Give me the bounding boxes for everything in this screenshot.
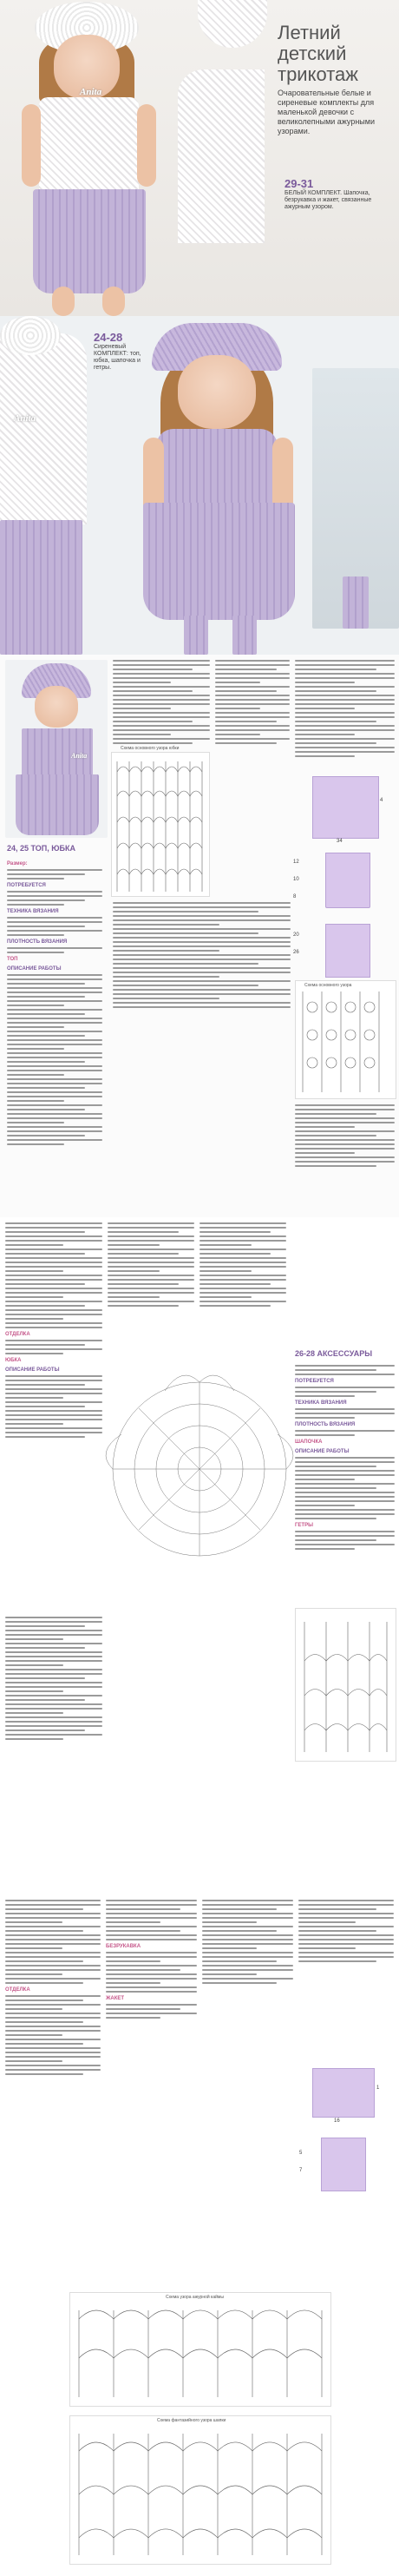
pattern-diagram <box>104 1339 295 1599</box>
section-header: ОПИСАНИЕ РАБОТЫ <box>295 1449 350 1454</box>
text-column-2 <box>106 1900 197 2021</box>
text-column-6 <box>295 1104 395 1169</box>
dimension-label: 26 <box>293 950 299 955</box>
dimension-label: 20 <box>293 932 299 938</box>
lace-border-chart <box>70 2293 330 2406</box>
section-header: БЕЗРУКАВКА <box>106 1944 141 1949</box>
text-column-4 <box>295 660 395 760</box>
caption-text: Сиреневый КОМПЛЕКТ: топ, юбка, шапочка и гетры. <box>94 344 141 371</box>
watermark: Anita <box>80 87 102 97</box>
section-header: ЖАКЕТ <box>106 1996 125 2001</box>
pattern-schematic-front <box>325 853 370 908</box>
section-header: ОТДЕЛКА <box>5 1987 30 1993</box>
section-header: ОПИСАНИЕ РАБОТЫ <box>7 966 62 972</box>
pattern-schematic-back <box>325 924 370 978</box>
section-header: ГЕТРЫ <box>295 1523 313 1528</box>
diagram-title: Схема узора ажурной каймы <box>166 2295 224 2300</box>
girl-leg <box>102 287 125 316</box>
caption-text: БЕЛЫЙ КОМПЛЕКТ. Шапочка, безрукавка и жакет, связанные ажурным узором. <box>285 190 372 210</box>
section-header: ПОТРЕБУЕТСЯ <box>7 883 46 888</box>
photo-page-white-set <box>0 0 399 316</box>
hat-pattern-chart <box>296 1609 396 1761</box>
diagram-title: Схема основного узора юбки <box>121 746 180 751</box>
section-header: ОПИСАНИЕ РАБОТЫ <box>5 1367 60 1373</box>
instructions-page-2 <box>0 1217 399 1894</box>
instructions-page-3 <box>0 1894 399 2576</box>
pattern-schematic-jacket <box>321 2138 366 2191</box>
main-pattern-chart <box>296 981 396 1098</box>
text-column-2 <box>108 1222 194 1309</box>
girl-arm <box>137 104 156 187</box>
dimension-label: 10 <box>293 877 299 882</box>
dimension-label: 7 <box>299 2168 303 2173</box>
accessories-title: 26-28 АКСЕССУАРЫ <box>295 1349 373 1358</box>
instructions-page-1 <box>0 655 399 1217</box>
girl-face <box>178 355 256 429</box>
text-column-4 <box>295 1365 395 1552</box>
lilac-skirt <box>0 520 82 655</box>
second-girl-jacket <box>178 69 265 243</box>
text-column-1 <box>5 1222 102 1440</box>
pattern-diagram <box>69 2292 331 2407</box>
girl-hat <box>0 316 61 355</box>
pattern-diagram <box>111 746 210 897</box>
dimension-label: 16 <box>334 2118 340 2124</box>
dimension-label: 1 <box>376 2085 380 2091</box>
hat-fantasy-pattern-chart <box>70 2416 330 2564</box>
page-subtitle: Очаровательные белые и сиреневые комплекты для маленькой девочки с великолепными ажурными узорами. <box>278 89 375 135</box>
section-header: ПЛОТНОСТЬ ВЯЗАНИЯ <box>295 1422 356 1427</box>
skirt-pattern-chart <box>112 753 209 896</box>
section-header: ПОТРЕБУЕТСЯ <box>295 1379 334 1384</box>
dimension-label: 5 <box>299 2151 303 2156</box>
section-header: ТЕХНИКА ВЯЗАНИЯ <box>7 909 59 914</box>
page-title: Летний детский трикотаж <box>278 22 359 85</box>
section-header: ТОП <box>7 957 18 962</box>
text-column-5 <box>5 1617 102 1743</box>
girl-arm <box>22 104 41 187</box>
pattern-diagram <box>295 1608 396 1762</box>
pattern-schematic-top <box>312 776 379 839</box>
lilac-top <box>156 429 278 507</box>
girl-leg <box>52 287 75 316</box>
lilac-gaiter <box>343 576 369 629</box>
dimension-label: 12 <box>293 860 299 865</box>
second-girl-hat <box>198 0 267 48</box>
lilac-skirt <box>143 503 295 620</box>
white-vest <box>39 97 139 193</box>
text-column-3 <box>202 1900 293 1986</box>
pattern-diagram <box>295 980 396 1099</box>
watermark: Anita <box>71 752 88 760</box>
caption-number: 29-31 <box>285 177 314 190</box>
white-jacket <box>0 333 87 524</box>
section-header: ОТДЕЛКА <box>5 1332 30 1337</box>
lilac-skirt <box>16 774 99 835</box>
dimension-label: 4 <box>380 798 383 803</box>
text-column-1 <box>5 1900 101 2078</box>
text-column-4 <box>298 1900 394 1965</box>
section-header: ШАПОЧКА <box>295 1440 323 1445</box>
text-column-3 <box>200 1222 286 1309</box>
text-column-5 <box>113 902 291 1011</box>
model-number: 24, 25 ТОП, ЮБКА <box>7 844 76 853</box>
section-header: Размер: <box>7 861 28 866</box>
girl-face <box>35 686 78 728</box>
section-header: ЮБКА <box>5 1358 22 1363</box>
lilac-gaiter <box>232 616 257 655</box>
caption-lilac-set <box>94 332 144 372</box>
circular-pattern-chart <box>104 1339 295 1599</box>
pattern-diagram <box>69 2415 331 2565</box>
caption-number: 24-28 <box>94 331 123 344</box>
pattern-schematic-vest <box>312 2068 375 2118</box>
text-column-2 <box>113 660 210 747</box>
photo-page-lilac-set <box>0 316 399 655</box>
text-column-3 <box>215 660 290 747</box>
dimension-label: 34 <box>337 839 343 844</box>
lilac-skirt <box>33 189 146 293</box>
lilac-gaiter <box>184 616 208 655</box>
dimension-label: 8 <box>293 894 297 899</box>
watermark: Anita <box>14 413 36 424</box>
section-header: ТЕХНИКА ВЯЗАНИЯ <box>295 1400 347 1406</box>
diagram-title: Схема фантазийного узора шапки <box>157 2418 226 2423</box>
caption-white-set <box>285 178 389 211</box>
section-header: ПЛОТНОСТЬ ВЯЗАНИЯ <box>7 939 68 945</box>
text-column-1 <box>7 858 102 1148</box>
diagram-title: Схема основного узора <box>304 983 352 988</box>
